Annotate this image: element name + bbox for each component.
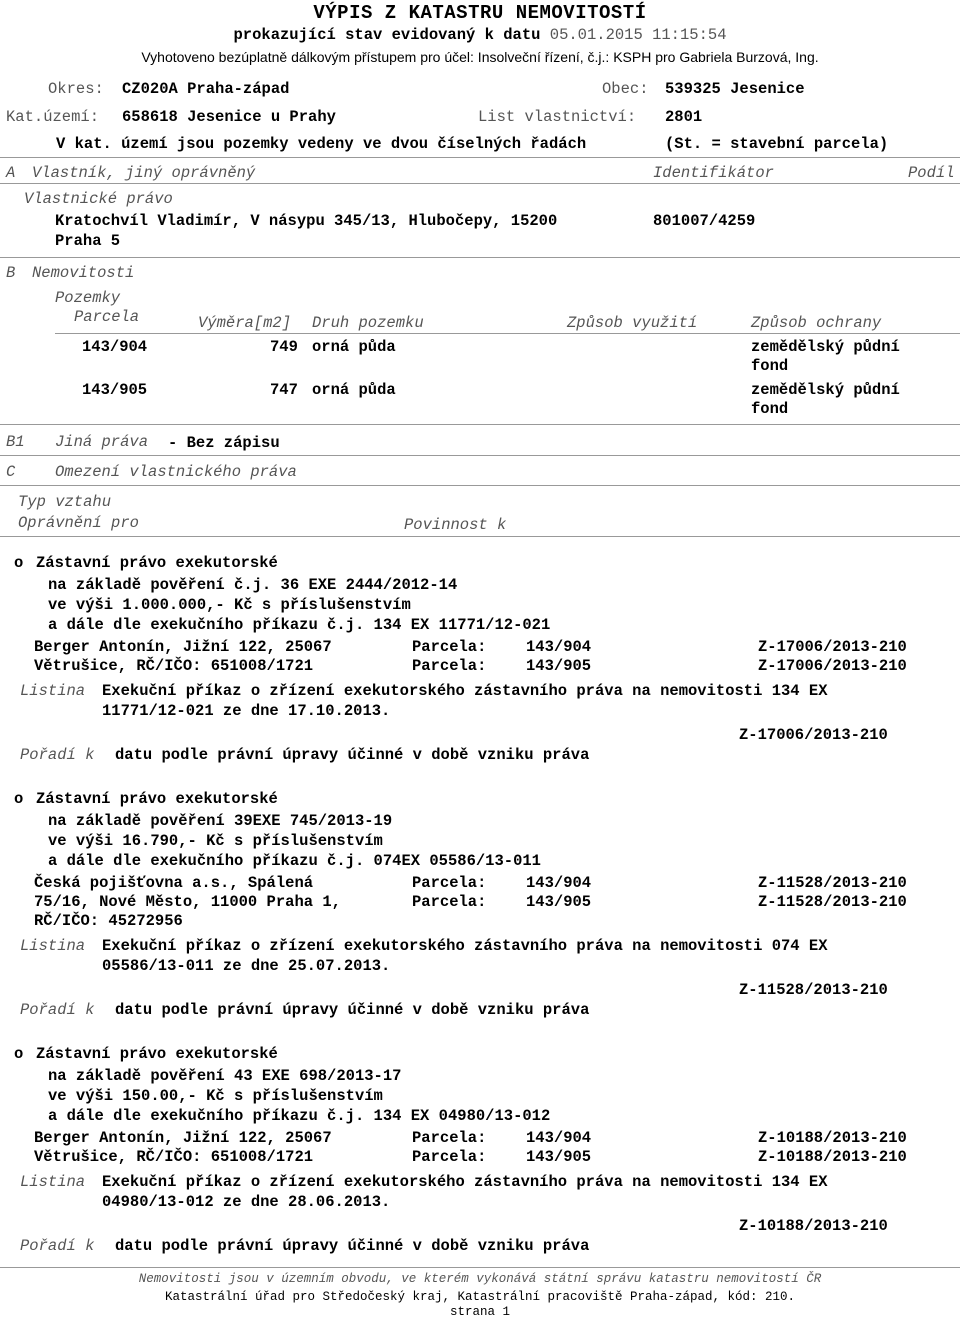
opravneni-pro-label: Oprávnění pro <box>18 514 139 532</box>
party-line: Berger Antonín, Jižní 122, 25067 <box>34 1129 332 1147</box>
entry-bullet: o <box>14 790 24 808</box>
lv-value: 2801 <box>665 108 703 126</box>
divider <box>55 333 960 334</box>
obec-label: Obec: <box>602 80 649 98</box>
listina-text: 05586/13-011 ze dne 25.07.2013. <box>102 957 391 975</box>
col-vymera: Výměra[m2] <box>198 314 292 332</box>
owner-id: 801007/4259 <box>653 212 756 230</box>
section-b1-heading: Jiná práva <box>55 433 149 451</box>
entry-title: Zástavní právo exekutorské <box>36 790 278 808</box>
okres-label: Okres: <box>48 80 104 98</box>
katuzemi-value: 658618 Jesenice u Prahy <box>122 108 336 126</box>
entry-title: Zástavní právo exekutorské <box>36 1045 278 1063</box>
entry-line: ve výši 1.000.000,- Kč s příslušenstvím <box>48 596 411 614</box>
okres-value: CZ020A Praha-západ <box>122 80 290 98</box>
parcela-ref: 143/904 <box>526 874 592 892</box>
parcela-cell: 143/905 <box>82 381 148 399</box>
ochrana-cell: fond <box>751 357 789 375</box>
section-c-letter: C <box>6 463 16 481</box>
owner-line-1: Kratochvíl Vladimír, V násypu 345/13, Hlubočepy, 15200 <box>55 212 558 230</box>
parcela-ref: 143/905 <box>526 893 592 911</box>
party-line: Berger Antonín, Jižní 122, 25067 <box>34 638 332 656</box>
divider <box>0 485 960 486</box>
record-number: Z-11528/2013-210 <box>739 981 888 999</box>
entry-bullet: o <box>14 1045 24 1063</box>
listina-text: 11771/12-021 ze dne 17.10.2013. <box>102 702 391 720</box>
povinnost-k-label: Povinnost k <box>404 516 507 534</box>
record-number: Z-10188/2013-210 <box>758 1148 907 1166</box>
parcela-label: Parcela: <box>412 657 487 675</box>
divider <box>0 536 960 537</box>
record-number: Z-17006/2013-210 <box>739 726 888 744</box>
poradi-label: Pořadí k <box>20 1237 95 1255</box>
parcela-ref: 143/905 <box>526 657 592 675</box>
col-parcela: Parcela <box>74 308 140 326</box>
party-line: 75/16, Nové Město, 11000 Praha 1, <box>34 893 341 911</box>
record-number: Z-17006/2013-210 <box>758 657 907 675</box>
record-number: Z-17006/2013-210 <box>758 638 907 656</box>
entry-line: a dále dle exekučního příkazu č.j. 134 EX 11771/12-021 <box>48 616 551 634</box>
parcela-cell: 143/904 <box>82 338 148 356</box>
section-a-heading: Vlastník, jiný oprávněný <box>32 164 256 182</box>
ochrana-cell: zemědělský půdní <box>751 338 900 356</box>
vymera-cell: 749 <box>270 338 298 356</box>
state-line <box>0 26 960 44</box>
record-number: Z-10188/2013-210 <box>758 1129 907 1147</box>
poradi-label: Pořadí k <box>20 1001 95 1019</box>
parcela-label: Parcela: <box>412 638 487 656</box>
section-b1-value: - Bez zápisu <box>168 434 280 452</box>
lv-label: List vlastnictví: <box>478 108 637 126</box>
divider <box>0 183 960 184</box>
entry-line: a dále dle exekučního příkazu č.j. 134 EX 04980/13-012 <box>48 1107 551 1125</box>
parcela-ref: 143/904 <box>526 638 592 656</box>
col-ochrana: Způsob ochrany <box>751 314 882 332</box>
poradi-text: datu podle právní úpravy účinné v době vzniku práva <box>115 1001 590 1019</box>
section-b-heading: Nemovitosti <box>32 264 135 282</box>
druh-cell: orná půda <box>312 381 396 399</box>
record-number: Z-11528/2013-210 <box>758 893 907 911</box>
podil-label: Podíl <box>908 164 955 182</box>
numbering-note: V kat. území jsou pozemky vedeny ve dvou číselných řadách <box>56 135 587 153</box>
vlastnicke-pravo-heading: Vlastnické právo <box>24 190 173 208</box>
record-number: Z-10188/2013-210 <box>739 1217 888 1235</box>
entry-line: ve výši 150.00,- Kč s příslušenstvím <box>48 1087 383 1105</box>
typ-vztahu-label: Typ vztahu <box>18 493 112 511</box>
parcela-label: Parcela: <box>412 1129 487 1147</box>
entry-line: na základě pověření 43 EXE 698/2013-17 <box>48 1067 402 1085</box>
parcela-label: Parcela: <box>412 874 487 892</box>
divider <box>0 257 960 258</box>
parcela-label: Parcela: <box>412 893 487 911</box>
poradi-text: datu podle právní úpravy účinné v době vzniku práva <box>115 1237 590 1255</box>
st-note: (St. = stavební parcela) <box>665 135 889 153</box>
section-a-letter: A <box>6 164 16 182</box>
poradi-label: Pořadí k <box>20 746 95 764</box>
listina-label: Listina <box>20 682 86 700</box>
listina-text: 04980/13-012 ze dne 28.06.2013. <box>102 1193 391 1211</box>
state-date: 05.01.2015 11:15:54 <box>549 26 727 44</box>
col-vyuziti: Způsob využití <box>567 314 698 332</box>
section-b1-letter: B1 <box>6 433 25 451</box>
listina-text: Exekuční příkaz o zřízení exekutorského zástavního práva na nemovitosti 134 EX <box>102 1173 828 1191</box>
druh-cell: orná půda <box>312 338 396 356</box>
listina-label: Listina <box>20 937 86 955</box>
ochrana-cell: zemědělský půdní <box>751 381 900 399</box>
entry-line: a dále dle exekučního příkazu č.j. 074EX 05586/13-011 <box>48 852 541 870</box>
entry-line: na základě pověření 39EXE 745/2013-19 <box>48 812 393 830</box>
divider <box>0 424 960 425</box>
owner-line-2: Praha 5 <box>55 232 121 250</box>
ochrana-cell: fond <box>751 400 789 418</box>
col-druh: Druh pozemku <box>312 314 424 332</box>
party-line: Česká pojišťovna a.s., Spálená <box>34 874 314 892</box>
divider <box>0 157 960 158</box>
entry-line: na základě pověření č.j. 36 EXE 2444/2012-14 <box>48 576 458 594</box>
divider <box>0 1267 960 1268</box>
listina-text: Exekuční příkaz o zřízení exekutorského zástavního práva na nemovitosti 074 EX <box>102 937 828 955</box>
vymera-cell: 747 <box>270 381 298 399</box>
party-line: Větrušice, RČ/IČO: 651008/1721 <box>34 1148 314 1166</box>
record-number: Z-11528/2013-210 <box>758 874 907 892</box>
section-c-heading: Omezení vlastnického práva <box>55 463 297 481</box>
pozemky-heading: Pozemky <box>55 289 121 307</box>
identifikator-label: Identifikátor <box>653 164 774 182</box>
parcela-label: Parcela: <box>412 1148 487 1166</box>
obec-value: 539325 Jesenice <box>665 80 805 98</box>
footer-line-2: Katastrální úřad pro Středočeský kraj, Katastrální pracoviště Praha-západ, kód: 210. <box>164 1290 796 1304</box>
generated-note: Vyhotoveno bezúplatně dálkovým přístupem pro účel: Insolveční řízení, č.j.: KSPH pro Gabriela Burzová, Ing. <box>141 49 819 65</box>
katuzemi-label: Kat.území: <box>6 108 100 126</box>
page-number: strana 1 <box>449 1305 510 1319</box>
listina-label: Listina <box>20 1173 86 1191</box>
section-b-letter: B <box>6 264 16 282</box>
party-line: Větrušice, RČ/IČO: 651008/1721 <box>34 657 314 675</box>
entry-line: ve výši 16.790,- Kč s příslušenstvím <box>48 832 383 850</box>
state-prefix: prokazující stav evidovaný k datu <box>233 26 541 44</box>
poradi-text: datu podle právní úpravy účinné v době vzniku práva <box>115 746 590 764</box>
divider <box>0 455 960 456</box>
parcela-ref: 143/904 <box>526 1129 592 1147</box>
party-line: RČ/IČO: 45272956 <box>34 912 183 930</box>
footer-line-1: Nemovitosti jsou v územním obvodu, ve kterém vykonává státní správu katastru nemovitostí ČR <box>138 1272 822 1286</box>
listina-text: Exekuční příkaz o zřízení exekutorského zástavního práva na nemovitosti 134 EX <box>102 682 828 700</box>
document-title: VÝPIS Z KATASTRU NEMOVITOSTÍ <box>313 2 647 24</box>
entry-bullet: o <box>14 554 24 572</box>
parcela-ref: 143/905 <box>526 1148 592 1166</box>
entry-title: Zástavní právo exekutorské <box>36 554 278 572</box>
